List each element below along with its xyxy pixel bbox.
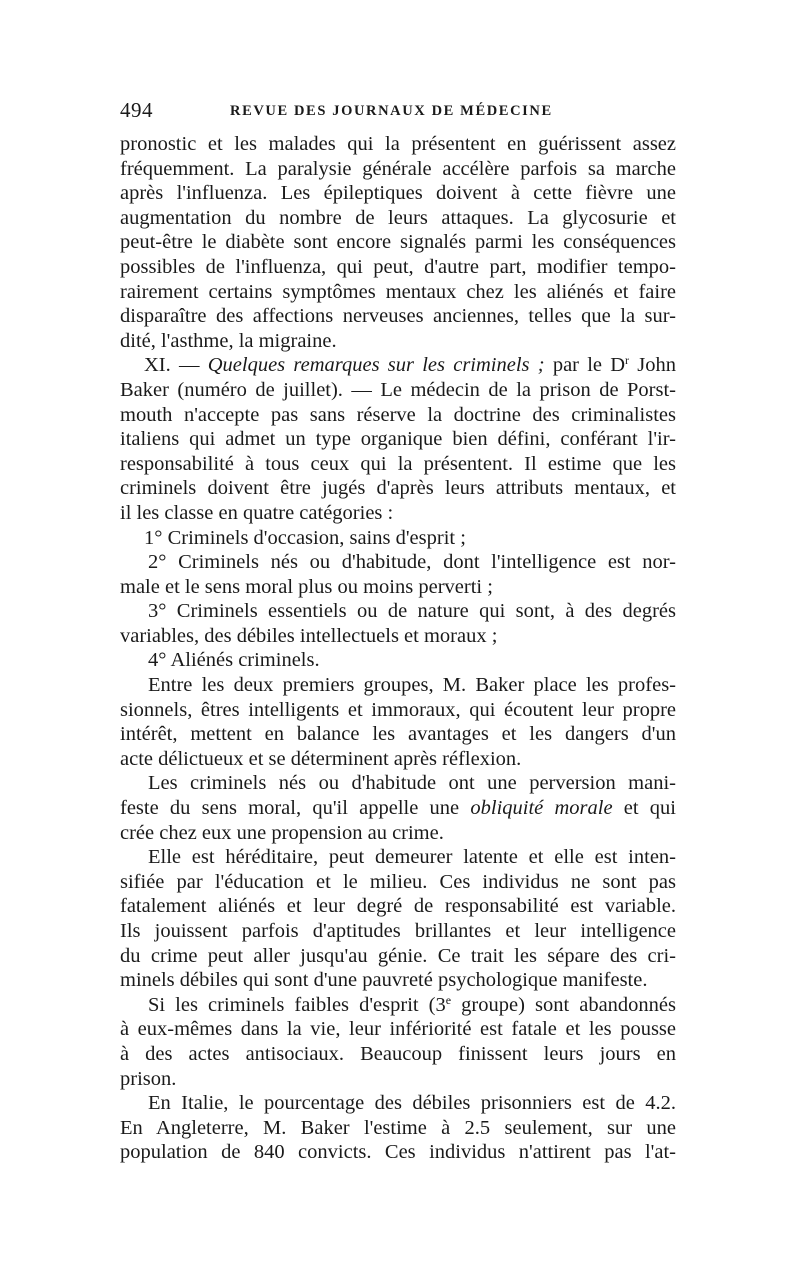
text-line: possibles de l'influenza, qui peut, d'autre part, modifier tempo- (120, 255, 676, 278)
text-line: En Angleterre, M. Baker l'estime à 2.5 seulement, sur une (120, 1116, 676, 1139)
text-line-with-emphasis: feste du sens moral, qu'il appelle une obliquité morale et qui (120, 797, 677, 820)
page-header (120, 98, 680, 124)
emphasis-obliquite: obliquité morale (470, 797, 613, 820)
text-line: En Italie, le pourcentage des débiles prisonniers est de 4.2. (148, 1092, 676, 1115)
text-line: peut-être le diabète sont encore signalés parmi les conséquences (120, 231, 676, 254)
text-line: prison. (120, 1067, 177, 1090)
section-author-name: John (637, 354, 677, 377)
text-line: à eux-mêmes dans la vie, leur infériorité est fatale et les pousse (120, 1018, 676, 1041)
text-line: dité, l'asthme, la migraine. (120, 329, 337, 352)
section-heading-line (120, 353, 676, 378)
text-line: crée chez eux une propension au crime. (120, 821, 444, 844)
doctor-superscript: r (625, 353, 630, 368)
text-line: intérêt, mettent en balance les avantages et les dangers d'un (120, 723, 676, 746)
text-line: Ils jouissent parfois d'aptitudes brillantes et leur intelligence (120, 920, 676, 942)
text-line: Elle est héréditaire, peut demeurer latente et elle est inten- (148, 846, 676, 869)
text-line: après l'influenza. Les épileptiques doivent à cette fièvre une (120, 182, 676, 205)
text-line: Baker (numéro de juillet). — Le médecin de la prison de Porst- (120, 378, 676, 401)
text-line: il les classe en quatre catégories : (120, 501, 394, 524)
body-text (120, 132, 676, 1165)
text-line: acte délictueux et se déterminent après réflexion. (120, 747, 522, 770)
text-line: disparaître des affections nerveuses anciennes, telles que la sur- (120, 305, 676, 328)
list-item: 3° Criminels essentiels ou de nature qui sont, à des degrés (148, 600, 676, 623)
text-line: rairement certains symptômes mentaux chez les aliénés et faire (120, 280, 676, 303)
text-line: minels débiles qui sont d'une pauvreté psychologique manifeste. (120, 969, 648, 992)
running-title: REVUE DES JOURNAUX DE MÉDECINE (230, 103, 553, 119)
text-line: pronostic et les malades qui la présentent en guérissent assez (120, 133, 676, 155)
text-line: à des actes antisociaux. Beaucoup finissent leurs jours en (120, 1042, 676, 1065)
section-title: Quelques remarques sur les criminels ; (207, 354, 545, 377)
text-line: sionnels, êtres intelligents et immoraux, qui écoutent leur propre (120, 698, 676, 721)
text-line: italiens qui admet un type organique bien défini, conférant l'ir- (120, 428, 676, 451)
ordinal-superscript: e (445, 992, 452, 1007)
text-line: mouth n'accepte pas sans réserve la doctrine des criminalistes (120, 403, 676, 426)
list-item: 4° Aliénés criminels. (148, 649, 320, 672)
text-line: augmentation du nombre de leurs attaques. La glycosurie et (120, 206, 676, 229)
text-line: Les criminels nés ou d'habitude ont une perversion mani- (148, 772, 676, 795)
list-item: 1° Criminels d'occasion, sains d'esprit ; (144, 526, 466, 549)
text-line: variables, des débiles intellectuels et moraux ; (120, 624, 498, 647)
section-author-prefix: par le D (552, 354, 626, 377)
text-line: fatalement aliénés et leur degré de responsabilité est variable. (120, 895, 676, 918)
text-line: Entre les deux premiers groupes, M. Baker place les profes- (148, 674, 676, 697)
section-numeral: XI. — (144, 354, 200, 377)
text-line: criminels doivent être jugés d'après leurs attributs mentaux, et (120, 477, 676, 500)
text-line: du crime peut aller jusqu'au génie. Ce trait les sépare des cri- (120, 944, 676, 967)
page-number: 494 (120, 98, 153, 122)
text-line: population de 840 convicts. Ces individus n'attirent pas l'at- (120, 1141, 676, 1164)
text-line: fréquemment. La paralysie générale accélère parfois sa marche (120, 157, 676, 180)
text-line: male et le sens moral plus ou moins perverti ; (120, 575, 493, 598)
list-item: 2° Criminels nés ou d'habitude, dont l'intelligence est nor- (148, 551, 676, 574)
text-line-with-superscript: Si les criminels faibles d'esprit (3e groupe) sont abandonnés (148, 992, 676, 1016)
text-line: sifiée par l'éducation et le milieu. Ces individus ne sont pas (120, 870, 676, 893)
text-line: responsabilité à tous ceux qui la présentent. Il estime que les (120, 452, 676, 475)
